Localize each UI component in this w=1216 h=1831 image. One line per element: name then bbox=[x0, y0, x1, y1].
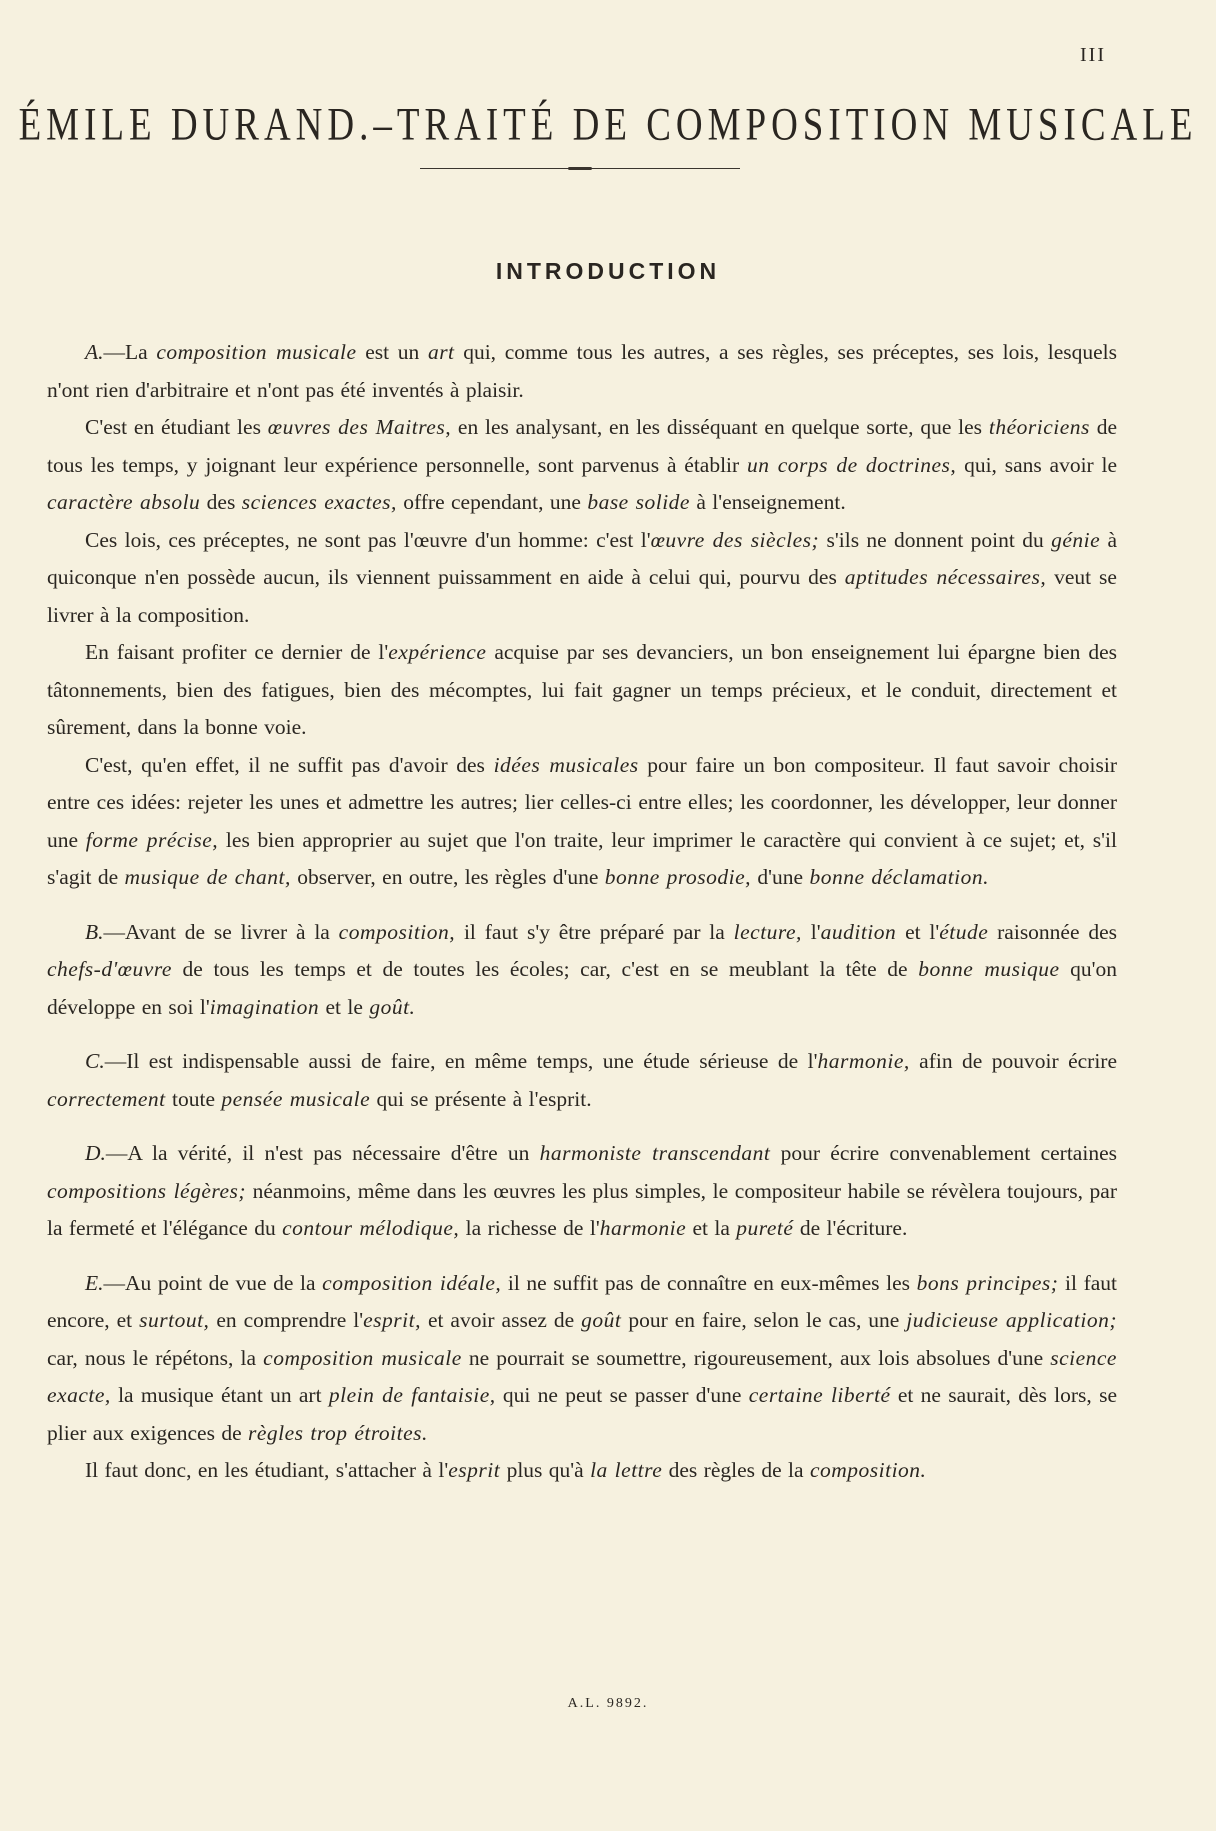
text-run: qui, sans avoir le bbox=[956, 452, 1117, 477]
italic-term: règles trop étroites. bbox=[248, 1420, 428, 1445]
text-run: il faut s'y être préparé par la bbox=[455, 919, 734, 944]
text-run: pour écrire convenablement certaines bbox=[770, 1141, 1117, 1165]
italic-term: composition musicale bbox=[156, 340, 357, 364]
text-run: en les analysant, en les disséquant en quelque sorte, que les bbox=[451, 415, 989, 439]
paragraph bbox=[47, 1452, 1117, 1490]
italic-term: esprit, bbox=[363, 1308, 421, 1332]
italic-term: composition idéale, bbox=[322, 1270, 502, 1295]
text-run: ne pourrait se soumettre, rigoureusement, aux lois absolues d'une bbox=[461, 1345, 1051, 1370]
italic-term: plein de fantaisie, bbox=[328, 1383, 496, 1407]
italic-term: génie bbox=[1051, 527, 1101, 552]
italic-term: certaine liberté bbox=[748, 1383, 891, 1407]
text-run: acquise par ses devanciers, un bon enseignement lui épargne bien des tâtonnements, bien des fatigues, bien des mécomptes, lui fait gagner un temps précieux, et le conduit, directement et sûrement, dans la bonne voie. bbox=[47, 640, 1118, 739]
paragraph bbox=[47, 634, 1117, 747]
section-title: INTRODUCTION bbox=[495, 258, 721, 284]
italic-term: un corps de doctrines, bbox=[746, 452, 957, 477]
text-run: et le bbox=[319, 994, 370, 1019]
italic-term: science exacte, bbox=[47, 1345, 1117, 1407]
italic-term: théoriciens bbox=[988, 415, 1090, 439]
body-text bbox=[47, 334, 1117, 1490]
text-run: de tous les temps, y joignant leur expérience personnelle, sont parvenus à établir bbox=[47, 415, 1118, 477]
text-run: Il est indispensable aussi de faire, en même temps, une étude sérieuse de l' bbox=[126, 1049, 818, 1073]
text-run: afin de pouvoir écrire bbox=[909, 1049, 1117, 1073]
text-run: Ces lois, ces préceptes, ne sont pas l'œuvre d'un homme: c'est l' bbox=[85, 527, 651, 552]
italic-term: composition musicale bbox=[263, 1345, 462, 1370]
paragraph-label: D. bbox=[85, 1141, 106, 1165]
text-run: C'est en étudiant les bbox=[85, 415, 268, 439]
italic-term: esprit bbox=[448, 1458, 501, 1482]
text-run: en comprendre l' bbox=[209, 1308, 364, 1332]
text-run: C'est, qu'en effet, il ne suffit pas d'avoir des bbox=[85, 752, 494, 777]
italic-term: harmonie, bbox=[817, 1049, 910, 1073]
italic-term: goût bbox=[581, 1308, 622, 1332]
paragraph-label: A. bbox=[85, 340, 104, 364]
italic-term: harmoniste transcendant bbox=[539, 1141, 771, 1165]
text-run: A la vérité, il n'est pas nécessaire d'être un bbox=[127, 1141, 540, 1165]
italic-term: étude bbox=[939, 919, 989, 944]
text-run: raisonnée des bbox=[988, 919, 1117, 944]
text-run: la musique étant un art bbox=[110, 1383, 329, 1407]
text-run: des bbox=[200, 490, 242, 514]
text-run: pour en faire, selon le cas, une bbox=[621, 1308, 907, 1332]
italic-term: bons principes; bbox=[916, 1270, 1059, 1295]
text-run: toute bbox=[165, 1086, 222, 1111]
text-run: qui se présente à l'esprit. bbox=[370, 1086, 592, 1111]
italic-term: musique de chant, bbox=[124, 865, 291, 889]
italic-term: correctement bbox=[47, 1086, 166, 1111]
text-run: plus qu'à bbox=[500, 1458, 591, 1482]
title-divider bbox=[420, 168, 740, 169]
italic-term: pensée musicale bbox=[221, 1086, 371, 1111]
italic-term: sciences exactes, bbox=[241, 490, 397, 514]
italic-term: la lettre bbox=[590, 1458, 663, 1482]
text-run: l' bbox=[801, 919, 821, 944]
text-run: néanmoins, même dans les œuvres les plus simples, le compositeur habile se révèlera toujours, par la fermeté et l'élégance du bbox=[47, 1178, 1118, 1240]
text-run: à quiconque n'en possède aucun, ils viennent puissamment en aide à celui qui, pourvu des bbox=[47, 527, 1118, 589]
text-run: de tous les temps et de toutes les écoles; car, c'est en se meublant la tête de bbox=[171, 957, 919, 981]
text-run: d'une bbox=[751, 865, 810, 889]
paragraph: D.—A la vérité, il n'est pas nécessaire d'être un harmoniste transcendant pour écrire convenablement certaines compositions légères; néanmoins, même dans les œuvres les plus simples, le compositeur habile se révèlera toujours, par la fermeté et l'élégance du contour mélodique, la richesse de l'harmonie et la pureté de l'écriture. bbox=[47, 1141, 1118, 1240]
text-run: il ne suffit pas de connaître en eux-mêmes les bbox=[501, 1270, 917, 1295]
italic-term: contour mélodique, bbox=[282, 1216, 460, 1240]
text-run: et ne saurait, dès lors, se plier aux exigences de bbox=[47, 1383, 1117, 1445]
italic-term: œuvres des Maitres, bbox=[267, 415, 452, 439]
paragraph: B.—Avant de se livrer à la composition, il faut s'y être préparé par la lecture, l'audition et l'étude raisonnée des chefs-d'œuvre de tous les temps et de toutes les écoles; car, c'est en se meublant la tête de bonne musique qu'on développe en soi l'imagination et le goût. bbox=[47, 919, 1118, 1019]
italic-term: imagination bbox=[209, 994, 320, 1019]
text-run: est un bbox=[356, 340, 428, 364]
text-run: La bbox=[125, 340, 157, 364]
italic-term: caractère absolu bbox=[47, 490, 201, 514]
text-run: et la bbox=[686, 1216, 737, 1240]
italic-term: bonne prosodie, bbox=[604, 865, 752, 889]
text-run: qu'on développe en soi l' bbox=[47, 957, 1118, 1019]
text-run: s'ils ne donnent point du bbox=[819, 527, 1052, 552]
text-run: pour faire un bon compositeur. Il faut savoir choisir entre ces idées: rejeter les unes et admettre les autres; lier celles-ci entre elles; les coordonner, les développer, leur donner une bbox=[47, 752, 1117, 852]
italic-term: pureté bbox=[736, 1216, 794, 1240]
paragraph: E.—Au point de vue de la composition idéale, il ne suffit pas de connaître en eux-mêmes les bons principes; il faut encore, et surtout, en comprendre l'esprit, et avoir assez de goût pour en faire, selon le cas, une judicieuse application; car, nous le répétons, la composition musicale ne pourrait se soumettre, rigoureusement, aux lois absolues d'une science exacte, la musique étant un art plein de fantaisie, qui ne peut se passer d'une certaine liberté et ne saurait, dès lors, se plier aux exigences de règles trop étroites. bbox=[47, 1270, 1118, 1445]
text-run: Au point de vue de la bbox=[125, 1270, 323, 1295]
italic-term: œuvre des siècles; bbox=[650, 527, 820, 552]
paragraph-label: C. bbox=[85, 1049, 105, 1073]
italic-term: chefs-d'œuvre bbox=[47, 957, 172, 981]
text-run: observer, en outre, les règles d'une bbox=[290, 865, 605, 889]
text-run: qui ne peut se passer d'une bbox=[495, 1383, 749, 1407]
italic-term: compositions légères; bbox=[47, 1178, 247, 1203]
text-run: et l' bbox=[896, 919, 940, 944]
paragraph-label: E. bbox=[85, 1270, 104, 1295]
italic-term: lecture, bbox=[733, 919, 802, 944]
text-run: Il faut donc, en les étudiant, s'attacher à l' bbox=[85, 1458, 449, 1482]
paragraph bbox=[47, 409, 1117, 522]
text-run: de l'écriture. bbox=[793, 1216, 908, 1240]
text-run: car, nous le répétons, la bbox=[47, 1345, 264, 1370]
text-run: offre cependant, une bbox=[396, 490, 588, 514]
text-run: la richesse de l' bbox=[459, 1216, 600, 1240]
text-run: des règles de la bbox=[662, 1458, 810, 1482]
paragraph bbox=[47, 747, 1117, 897]
running-title: ÉMILE DURAND.–TRAITÉ DE COMPOSITION MUSICALE bbox=[18, 99, 1198, 151]
italic-term: expérience bbox=[388, 640, 487, 664]
text-run: qui, comme tous les autres, a ses règles, ses préceptes, ses lois, lesquels n'ont rien d'arbitraire et n'ont pas été inventés à plaisir. bbox=[47, 340, 1117, 402]
italic-term: art bbox=[427, 340, 455, 364]
italic-term: aptitudes nécessaires, bbox=[844, 565, 1047, 589]
italic-term: forme précise, bbox=[85, 827, 219, 852]
paragraph: A.—La composition musicale est un art qui, comme tous les autres, a ses règles, ses préceptes, ses lois, lesquels n'ont rien d'arbitraire et n'ont pas été inventés à plaisir. bbox=[47, 340, 1117, 402]
footer-plate-number: A.L. 9892. bbox=[567, 1696, 649, 1711]
text-run: Avant de se livrer à la bbox=[125, 919, 339, 944]
italic-term: base solide bbox=[587, 490, 690, 514]
italic-term: judicieuse application; bbox=[906, 1308, 1118, 1332]
italic-term: idées musicales bbox=[493, 752, 639, 777]
paragraph-label: B. bbox=[85, 919, 104, 944]
italic-term: composition. bbox=[809, 1458, 927, 1482]
text-run: il faut encore, et bbox=[47, 1270, 1118, 1332]
italic-term: harmonie bbox=[599, 1216, 687, 1240]
italic-term: composition, bbox=[338, 919, 456, 944]
italic-term: bonne déclamation. bbox=[809, 865, 990, 889]
italic-term: surtout, bbox=[139, 1308, 210, 1332]
text-run: veut se livrer à la composition. bbox=[47, 565, 1117, 627]
paragraph bbox=[47, 522, 1117, 635]
italic-term: goût. bbox=[369, 994, 416, 1019]
italic-term: bonne musique bbox=[918, 957, 1060, 981]
text-run: à l'enseignement. bbox=[689, 490, 846, 514]
text-run: En faisant profiter ce dernier de l' bbox=[85, 640, 389, 664]
italic-term: audition bbox=[820, 919, 897, 944]
paragraph: C.—Il est indispensable aussi de faire, en même temps, une étude sérieuse de l'harmonie, afin de pouvoir écrire correctement toute pensée musicale qui se présente à l'esprit. bbox=[47, 1049, 1117, 1111]
text-run: les bien approprier au sujet que l'on traite, leur imprimer le caractère qui convient à ce sujet; et, s'il s'agit de bbox=[47, 827, 1117, 889]
page-number: III bbox=[1080, 44, 1106, 66]
text-run: et avoir assez de bbox=[420, 1308, 582, 1332]
